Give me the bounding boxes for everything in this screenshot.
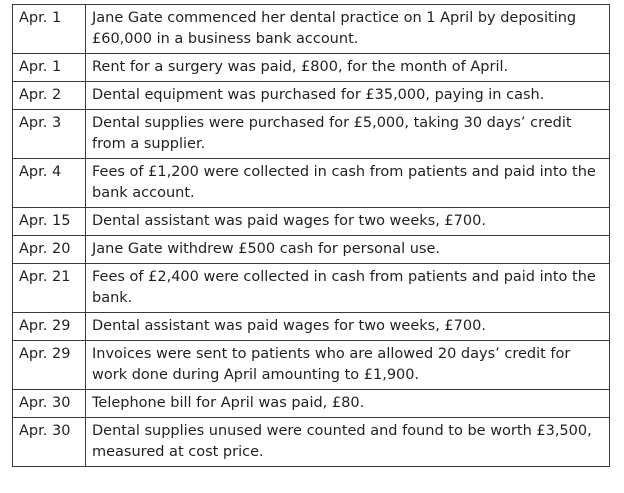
table-row — [13, 110, 610, 159]
date-cell: Apr. 21 — [13, 264, 86, 313]
description-cell: Dental assistant was paid wages for two weeks, £700. — [86, 208, 610, 236]
date-cell: Apr. 15 — [13, 208, 86, 236]
date-cell: Apr. 3 — [13, 110, 86, 159]
date-cell: Apr. 29 — [13, 341, 86, 390]
table-row — [13, 82, 610, 110]
table-row — [13, 5, 610, 54]
description-cell: Telephone bill for April was paid, £80. — [86, 390, 610, 418]
date-cell: Apr. 20 — [13, 236, 86, 264]
date-cell: Apr. 1 — [13, 54, 86, 82]
table-row — [13, 264, 610, 313]
date-cell: Apr. 1 — [13, 5, 86, 54]
transactions-table — [12, 4, 610, 467]
description-cell: Invoices were sent to patients who are allowed 20 days’ credit for work done during April amounting to £1,900. — [86, 341, 610, 390]
description-cell: Dental supplies unused were counted and found to be worth £3,500, measured at cost price. — [86, 418, 610, 467]
table-row — [13, 418, 610, 467]
table-row — [13, 236, 610, 264]
table-row — [13, 390, 610, 418]
table-row — [13, 159, 610, 208]
date-cell: Apr. 30 — [13, 418, 86, 467]
description-cell: Jane Gate withdrew £500 cash for personal use. — [86, 236, 610, 264]
description-cell: Dental equipment was purchased for £35,000, paying in cash. — [86, 82, 610, 110]
table-row — [13, 54, 610, 82]
description-cell: Fees of £2,400 were collected in cash from patients and paid into the bank. — [86, 264, 610, 313]
description-cell: Rent for a surgery was paid, £800, for the month of April. — [86, 54, 610, 82]
table-row — [13, 313, 610, 341]
date-cell: Apr. 29 — [13, 313, 86, 341]
transactions-body — [13, 5, 610, 467]
table-row — [13, 341, 610, 390]
description-cell: Dental assistant was paid wages for two weeks, £700. — [86, 313, 610, 341]
date-cell: Apr. 2 — [13, 82, 86, 110]
description-cell: Jane Gate commenced her dental practice on 1 April by depositing £60,000 in a business bank account. — [86, 5, 610, 54]
description-cell: Dental supplies were purchased for £5,000, taking 30 days’ credit from a supplier. — [86, 110, 610, 159]
date-cell: Apr. 30 — [13, 390, 86, 418]
table-row — [13, 208, 610, 236]
date-cell: Apr. 4 — [13, 159, 86, 208]
description-cell: Fees of £1,200 were collected in cash from patients and paid into the bank account. — [86, 159, 610, 208]
